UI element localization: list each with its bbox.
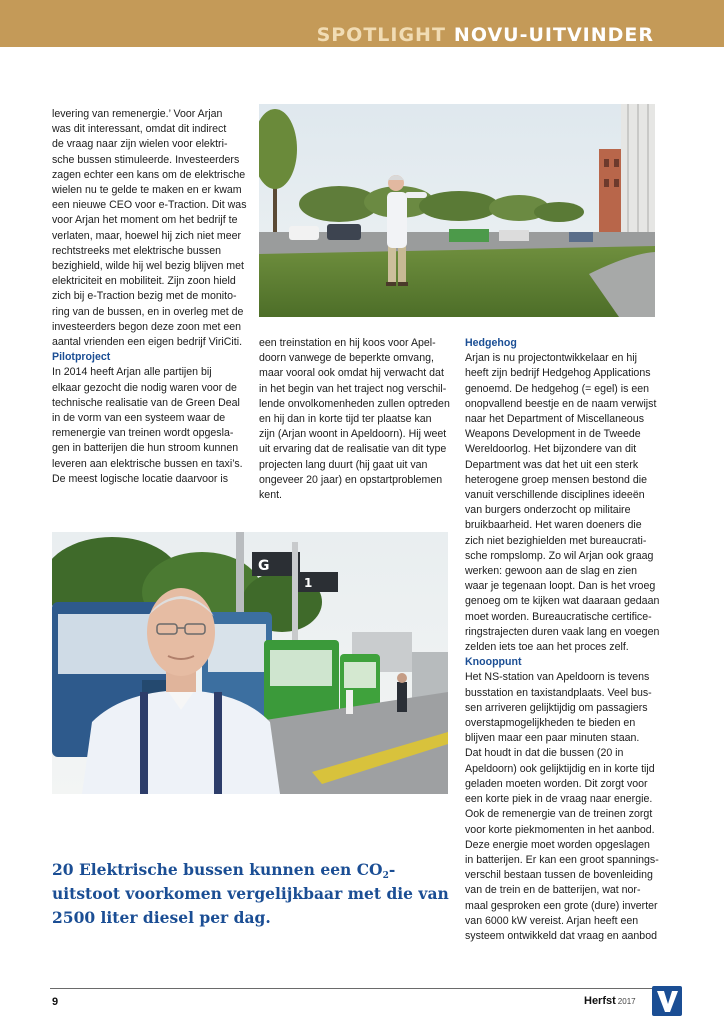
text-line: een korte piek in de vraag naar energie. xyxy=(465,793,653,806)
text-line: lende onvolkomenheden zullen optreden xyxy=(259,397,450,410)
text-line: ongeveer 20 jaar) en opstartproblemen xyxy=(259,473,443,486)
text-line: leveren aan elektrische bussen en taxi’s. xyxy=(52,457,243,470)
col3-text-a xyxy=(465,351,675,655)
text-line: zich bij e-Traction bezig met de monito- xyxy=(52,290,237,303)
text-line: van burgers onderzocht op militaire xyxy=(465,504,631,517)
text-line: gen in batterijen die hun stroom kunnen xyxy=(52,442,239,455)
col1-text-b xyxy=(52,365,252,487)
text-line: bezighield, wilde hij wel bezig blijven met xyxy=(52,260,244,273)
text-line: in de vorm van een systeem waar de xyxy=(52,412,226,425)
text-line: waar je tegenaan loopt. Dan is het vroeg xyxy=(465,580,656,593)
col1-text-a xyxy=(52,107,252,350)
text-line: sche bussen stimuleerde. Investeerders xyxy=(52,153,240,166)
pull-quote-part2: -uitstoot voorkomen vergelijkbaar met die van 2500 liter diesel per dag. xyxy=(52,860,449,927)
text-line: zelden iets toe aan het proces zelf. xyxy=(465,641,629,654)
text-line: rechtstreeks met elektrische bussen xyxy=(52,244,221,257)
text-line: verschil bestaan tussen de bovenleiding xyxy=(465,869,653,882)
text-line: sche rompslomp. Zo wil Arjan ook graag xyxy=(465,549,654,562)
text-line: investeerders begon deze zoon met een xyxy=(52,320,242,333)
text-line: een nieuwe CEO voor e-Traction. Dit was xyxy=(52,199,247,212)
magazine-logo-icon xyxy=(652,986,682,1016)
article-column-1 xyxy=(52,107,252,487)
text-line: ringstrajecten duren vaak lang en voegen xyxy=(465,625,660,638)
bus-sign-1: 1 xyxy=(304,576,313,590)
text-line: bruikbaarheid. Het waren doeners die xyxy=(465,519,642,532)
text-line: technische realisatie van de Green Deal xyxy=(52,396,240,409)
text-line: de vraag naar zijn wielen voor elektri- xyxy=(52,138,228,151)
text-line: maar vooral ook omdat hij verwacht dat xyxy=(259,367,444,380)
text-line: remenergie van treinen wordt opgesla- xyxy=(52,427,234,440)
text-line: naar het Department of Miscellaneous xyxy=(465,413,645,426)
subheading-hedgehog: Hedgehog xyxy=(465,337,517,349)
text-line: maal gesproken een grote (dure) inverter xyxy=(465,899,658,912)
text-line: heterogene groep mensen bestond die xyxy=(465,473,647,486)
text-line: busstation en taxistandplaats. Veel bus- xyxy=(465,686,652,699)
text-line: Ook de remenergie van de treinen zorgt xyxy=(465,808,653,821)
text-line: Dat houdt in dat die bussen (20 in xyxy=(465,747,624,760)
pull-quote-part1: 20 Elektrische bussen kunnen een CO xyxy=(52,860,383,879)
text-line: in het begin van het traject nog verschil- xyxy=(259,382,447,395)
article-column-2 xyxy=(259,336,459,503)
text-line: in batterijen. Er kan een groot spannings- xyxy=(465,853,659,866)
text-line: een treinstation en hij koos voor Apel- xyxy=(259,337,436,349)
bus-sign-g: G xyxy=(258,558,270,574)
text-line: werken: gewoon aan de slag en zien xyxy=(465,565,637,578)
text-line: was dit interessant, omdat dit indirect xyxy=(52,123,227,136)
text-line: systeem ontwikkeld dat vraag en aanbod xyxy=(465,929,657,942)
text-line: In 2014 heeft Arjan alle partijen bij xyxy=(52,366,212,379)
text-line: kent. xyxy=(259,489,282,502)
text-line: verlaten, maar, hoewel hij zich niet meer xyxy=(52,229,242,242)
text-line: genoeg om te kijken wat daaraan gedaan xyxy=(465,595,660,608)
text-line: voor korte piekmomenten in het aanbod. xyxy=(465,823,655,836)
text-line: zich niet bezighielden met bureaucrati- xyxy=(465,534,647,547)
pull-quote-subscript: 2 xyxy=(382,871,389,881)
text-line: Arjan is nu projectontwikkelaar en hij xyxy=(465,352,637,365)
issue-season: Herfst xyxy=(584,995,616,1007)
section-title-novu: NOVU-UITVINDER xyxy=(453,24,654,46)
text-line: ring van de bussen, en in overleg met de xyxy=(52,305,244,318)
text-line: Weapons Development in de Tweede xyxy=(465,428,641,441)
text-line: uit ervaring dat de realisatie van dit type xyxy=(259,443,447,456)
text-line: zagen echter een kans om de elektrische xyxy=(52,168,246,181)
text-line: sen arriveren gelijktijdig om passagiers xyxy=(465,701,648,714)
text-line: elektriciteit en mobiliteit. Zijn zoon hield xyxy=(52,275,236,288)
col2-text xyxy=(259,336,459,503)
text-line: Department was dat het uit een sterk xyxy=(465,458,639,471)
text-line: moet worden. Bureaucratische certifice- xyxy=(465,610,652,623)
text-line: heeft zijn bedrijf Hedgehog Applications xyxy=(465,367,651,380)
issue-label xyxy=(584,995,636,1007)
text-line: Wereldoorlog. Het bijzondere van dit xyxy=(465,443,637,456)
col3-text-b xyxy=(465,670,675,944)
text-line: wielen nu te gelde te maken en er kwam xyxy=(52,184,242,197)
text-line: levering van remenergie.’ Voor Arjan xyxy=(52,108,223,120)
pull-quote xyxy=(52,858,462,930)
text-line: onopvallend beestje en de naam verwijst xyxy=(465,397,657,410)
subheading-knooppunt: Knooppunt xyxy=(465,656,522,669)
text-line: van 6000 kW vereist. Arjan heeft een xyxy=(465,914,639,927)
text-line: Apeldoorn) ook gelijktijdig en in korte tijd xyxy=(465,762,655,775)
text-line: Het NS-station van Apeldoorn is tevens xyxy=(465,671,650,684)
photo-man-pointing xyxy=(259,104,655,317)
text-line: doorn vanwege de beperkte omvang, xyxy=(259,352,434,365)
text-line: zijn (Arjan woont in Apeldoorn). Hij weet xyxy=(259,428,447,441)
page-number: 9 xyxy=(52,996,59,1008)
text-line: De meest logische locatie daarvoor is xyxy=(52,472,229,485)
text-line: projecten lang duurt (hij gaat uit van xyxy=(259,458,428,471)
section-title xyxy=(317,24,654,46)
text-line: overstapmogelijkheden te bieden en xyxy=(465,717,636,730)
text-line: en hij dan in korte tijd ter plaatse kan xyxy=(259,413,432,426)
text-line: Deze energie moet worden opgeslagen xyxy=(465,838,650,851)
issue-year: 2017 xyxy=(617,997,636,1006)
footer-divider xyxy=(50,988,670,989)
article-column-3 xyxy=(465,336,675,944)
section-title-spotlight: SPOTLIGHT xyxy=(316,24,446,46)
subheading-pilotproject: Pilotproject xyxy=(52,351,111,364)
text-line: voor Arjan het moment om het bedrijf te xyxy=(52,214,238,227)
text-line: geladen moeten worden. Dit zorgt voor xyxy=(465,777,648,790)
text-line: van de trein en de batterijen, wat nor- xyxy=(465,884,641,897)
text-line: aantal vrienden een eigen bedrijf ViriCiti. xyxy=(52,336,243,349)
text-line: blijven maar een paar minuten staan. xyxy=(465,732,640,745)
text-line: genoemd. De hedgehog (= egel) is een xyxy=(465,382,650,395)
text-line: elkaar gezocht die nodig waren voor de xyxy=(52,381,237,394)
photo-man-with-buses xyxy=(52,532,448,794)
text-line: vanuit verschillende disciplines ideeën xyxy=(465,489,645,502)
